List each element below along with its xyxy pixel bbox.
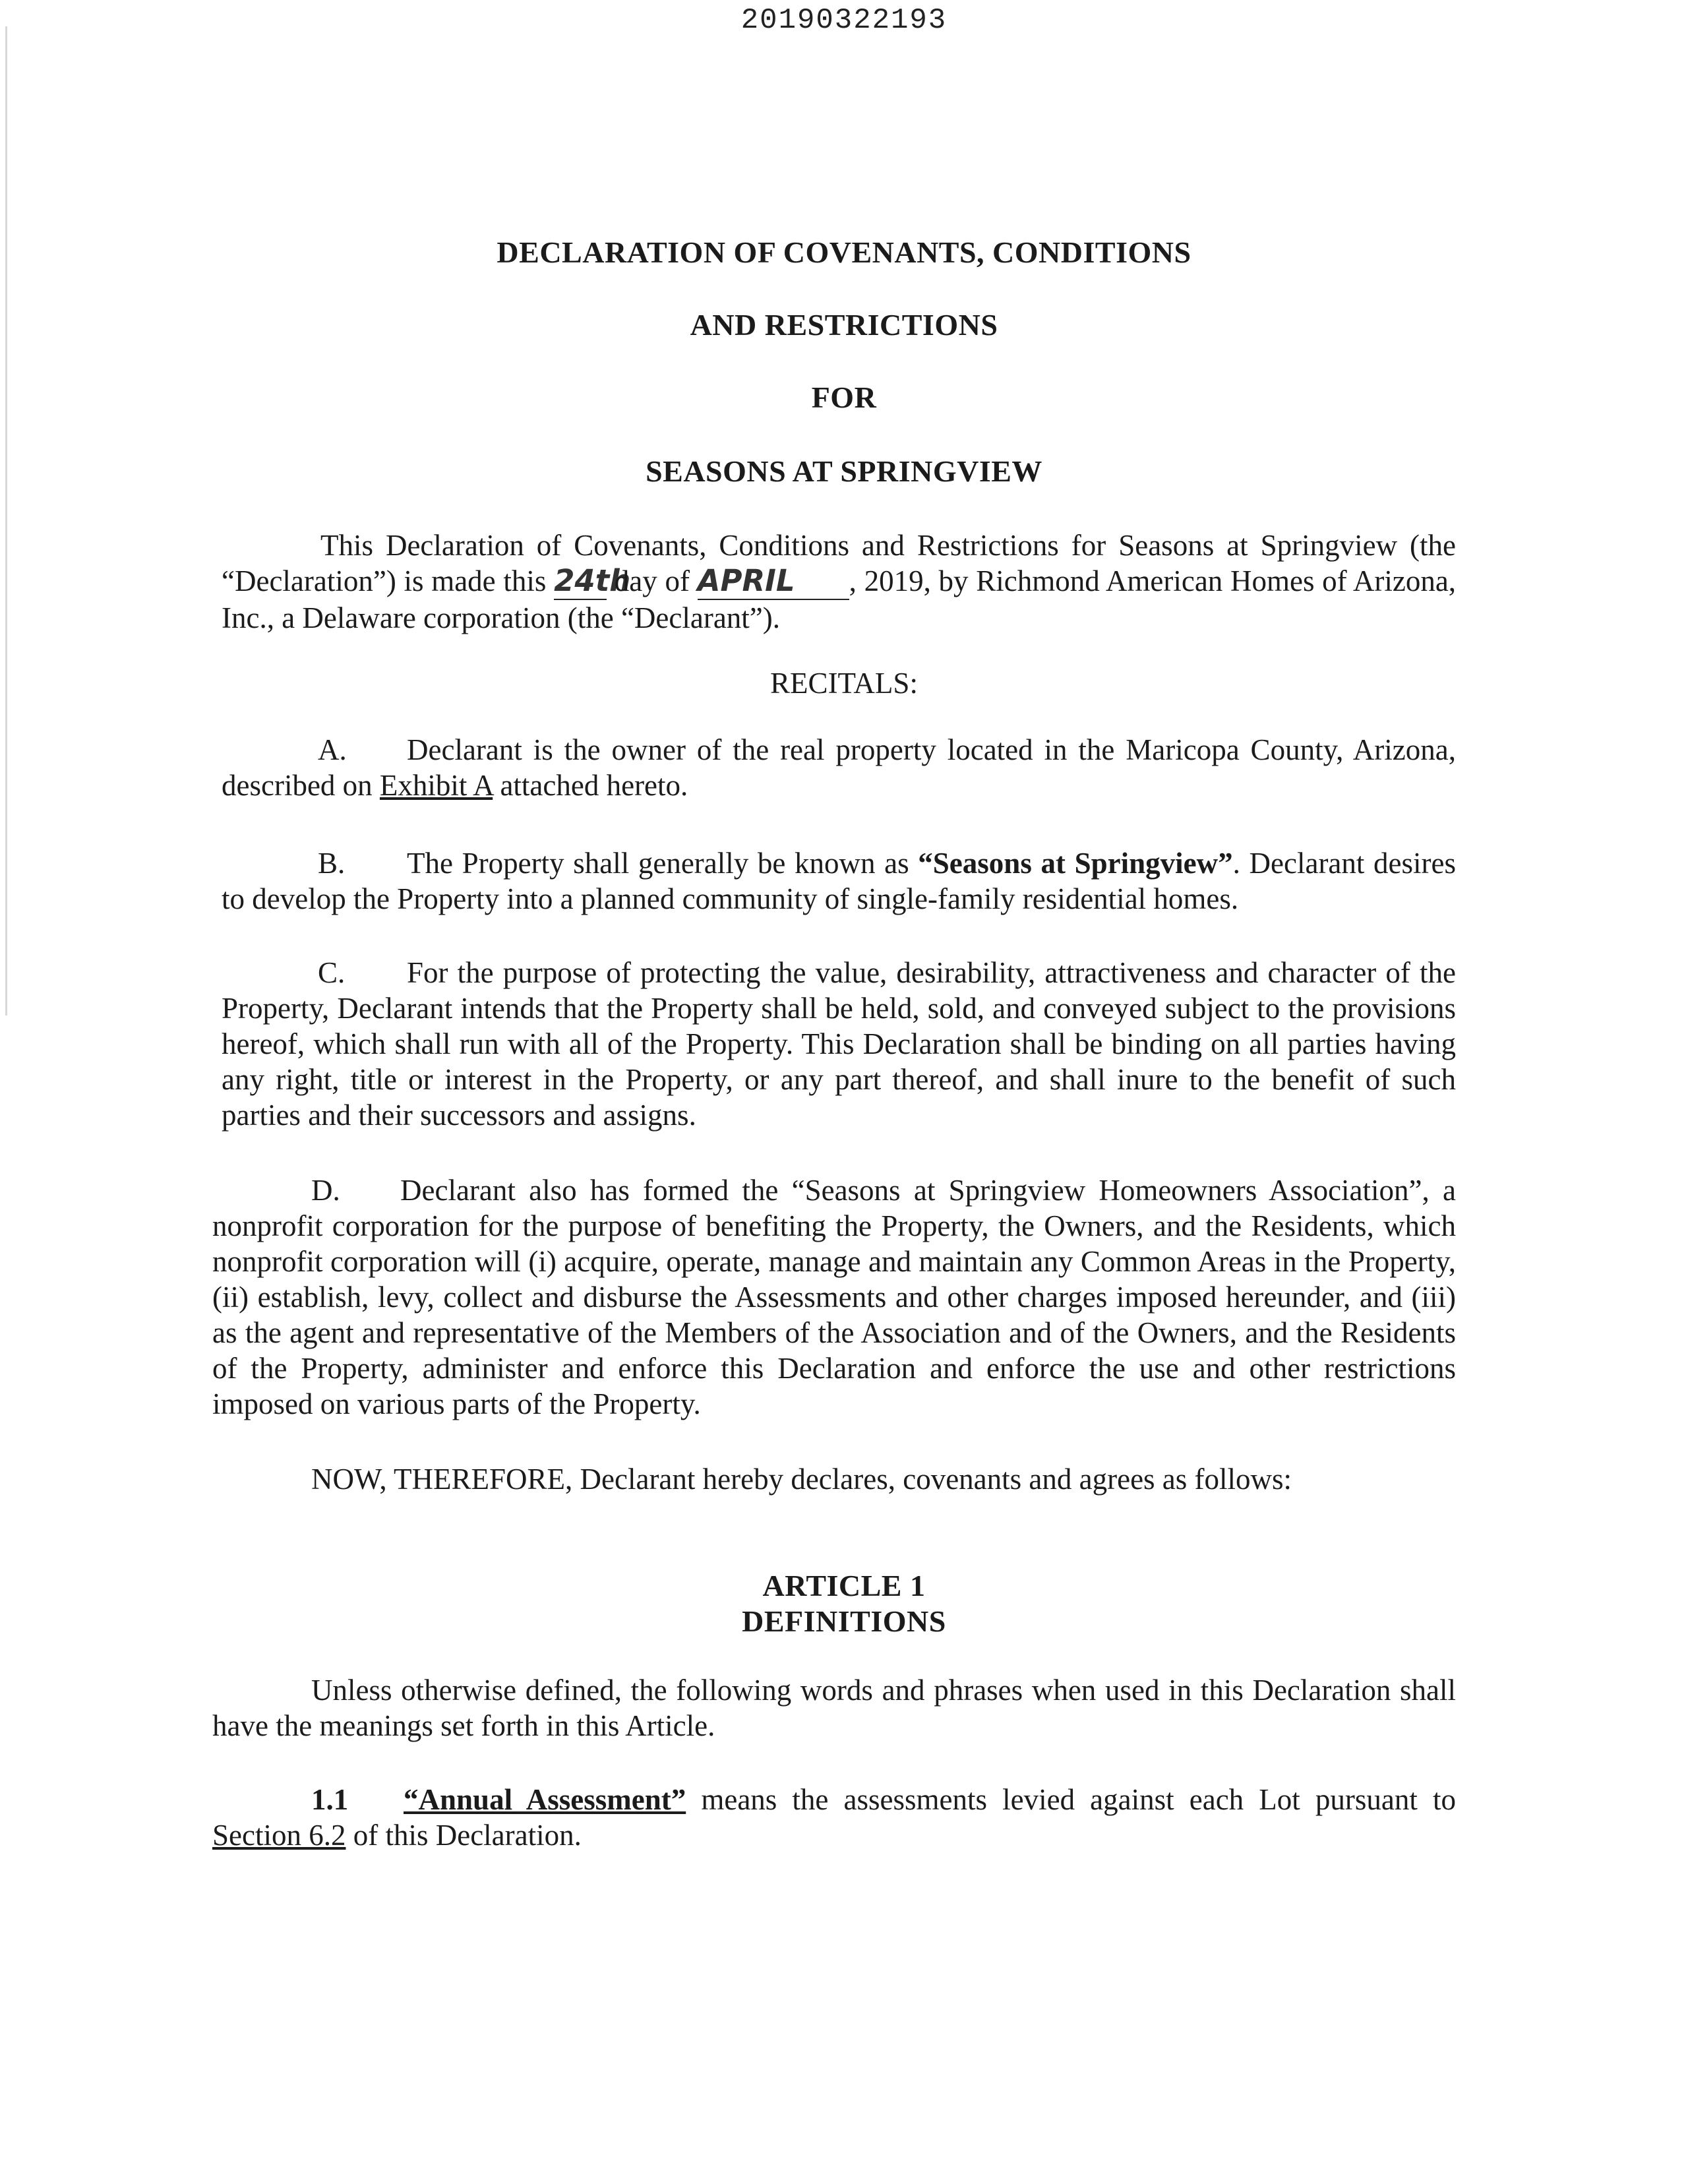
- recital-b-tail: . Declarant desires to develop the Property into a planned community of single-family residential homes.: [222, 847, 1457, 915]
- intro-text-b: day of: [614, 564, 690, 597]
- recital-b-letter: B.: [318, 847, 346, 880]
- title-line-4: SEASONS AT SPRINGVIEW: [646, 454, 1042, 488]
- section-1-1-number: 1.1: [311, 1783, 349, 1816]
- section-1-1-term: “Annual Assessment”: [404, 1783, 686, 1816]
- day-handwritten: 24th: [554, 563, 631, 598]
- recital-b-bold-name: “Seasons at Springview”: [918, 847, 1233, 880]
- recital-d-text: Declarant also has formed the “Seasons at Springview Homeowners Association”, a nonprofit corporation for the purpose of benefiting the Property, the Owners, and the Residents, which nonprofit corporation will (i) acquire, operate, manage and maintain any Common Areas in the Property, (ii) establish, levy, collect and disburse the Assessments and other charges imposed hereunder, and (iii) as the agent and representative of the Members of the Association and of the Owners, and the Residents of the Property, administer and enforce this Declaration and enforce the use and other restrictions imposed on various parts of the Property.: [212, 1174, 1456, 1420]
- recital-a-text: Declarant is the owner of the real property located in the Maricopa County, Arizona, described on: [222, 733, 1456, 802]
- now-therefore-text: NOW, THEREFORE, Declarant hereby declares, covenants and agrees as follows:: [311, 1463, 1292, 1496]
- article-number: ARTICLE 1: [762, 1569, 926, 1602]
- exhibit-a-reference: Exhibit A: [379, 769, 493, 802]
- section-1-1-text: means the assessments levied against each Lot pursuant to: [701, 1783, 1457, 1816]
- title-line-1: DECLARATION OF COVENANTS, CONDITIONS: [497, 235, 1191, 269]
- recital-c-letter: C.: [318, 956, 346, 989]
- recital-d-letter: D.: [311, 1174, 340, 1207]
- recitals-heading: RECITALS:: [770, 667, 918, 700]
- scan-edge-line: [5, 26, 7, 1016]
- article-intro-paragraph: [212, 1672, 1456, 1744]
- section-1-1: [212, 1782, 1456, 1853]
- day-blank: [554, 563, 631, 600]
- now-therefore-paragraph: [212, 1461, 1456, 1497]
- intro-text-c: , 2019, by Richmond American Homes of Arizona, Inc., a Delaware corporation (the “Declarant”).: [222, 564, 1457, 634]
- recital-c: [222, 955, 1456, 1133]
- article-title: DEFINITIONS: [742, 1604, 946, 1638]
- recital-b: [222, 845, 1456, 917]
- recital-a: [222, 732, 1456, 803]
- article-intro-text: Unless otherwise defined, the following words and phrases when used in this Declaration shall have the meanings set forth in this Article.: [212, 1674, 1456, 1742]
- section-6-2-reference: Section 6.2: [212, 1819, 346, 1852]
- recording-number: 20190322193: [740, 4, 948, 37]
- recital-d: [212, 1172, 1456, 1422]
- recital-a-letter: A.: [318, 733, 347, 766]
- month-handwritten: APRIL: [697, 563, 795, 598]
- section-1-1-tail: of this Declaration.: [353, 1819, 582, 1852]
- recital-c-text: For the purpose of protecting the value, desirability, attractiveness and character of the Property, Declarant intends that the Property shall be held, sold, and conveyed subject to the provisions hereof, which shall run with all of the Property. This Declaration shall be binding on all parties having any right, title or interest in the Property, or any part thereof, and shall inure to the benefit of such parties and their successors and assigns.: [222, 956, 1456, 1132]
- month-blank: [698, 563, 849, 600]
- recital-b-text: The Property shall generally be known as: [407, 847, 909, 880]
- recital-a-tail: attached hereto.: [500, 769, 688, 802]
- intro-paragraph: [222, 528, 1456, 636]
- intro-text-a: This Declaration of Covenants, Conditions and Restrictions for Seasons at Springview (the “Declaration”) is made this: [222, 529, 1456, 597]
- title-line-3: FOR: [811, 380, 877, 414]
- title-line-2: AND RESTRICTIONS: [690, 308, 998, 342]
